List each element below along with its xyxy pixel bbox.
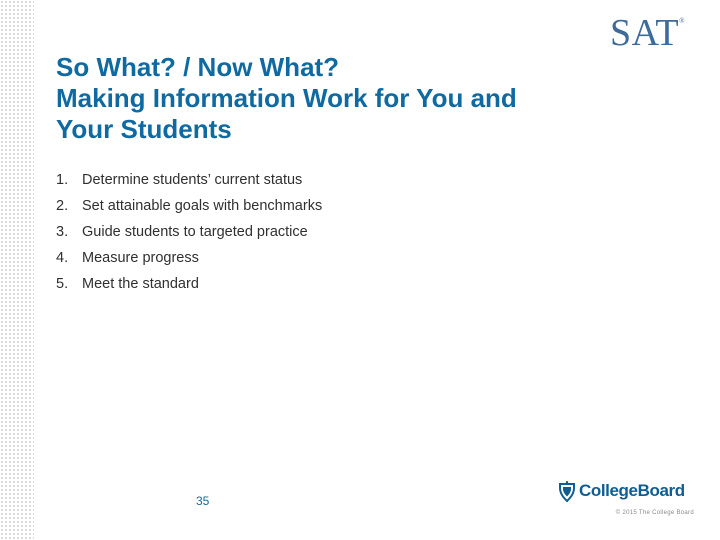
page-number: 35 xyxy=(196,494,210,508)
dotted-margin-pattern xyxy=(0,0,34,540)
sat-trademark: ® xyxy=(679,17,685,25)
copyright-notice: © 2015 The College Board xyxy=(615,510,694,516)
step-text: Meet the standard xyxy=(82,276,199,292)
step-text: Determine students’ current status xyxy=(82,172,303,188)
step-number: 2. xyxy=(56,198,69,214)
college-board-wordmark: CollegeBoard xyxy=(579,481,685,500)
sat-logo-text: SAT xyxy=(610,12,680,54)
slide-title xyxy=(56,52,676,145)
list-item xyxy=(56,193,322,219)
step-text: Set attainable goals with benchmarks xyxy=(82,198,323,214)
sat-logo xyxy=(610,14,685,52)
steps-list xyxy=(56,167,322,297)
college-board-logo xyxy=(558,480,685,502)
list-item xyxy=(56,245,322,271)
step-number: 1. xyxy=(56,172,69,188)
acorn-icon xyxy=(558,480,576,502)
step-number: 3. xyxy=(56,224,69,240)
step-number: 5. xyxy=(56,276,69,292)
title-line-1: So What? / Now What? xyxy=(56,52,340,82)
step-number: 4. xyxy=(56,250,69,266)
title-line-3: Your Students xyxy=(56,114,232,144)
list-item xyxy=(56,219,322,245)
step-text: Guide students to targeted practice xyxy=(82,224,308,240)
list-item xyxy=(56,271,322,297)
title-line-2: Making Information Work for You and xyxy=(56,83,517,113)
step-text: Measure progress xyxy=(82,250,199,266)
list-item xyxy=(56,167,322,193)
